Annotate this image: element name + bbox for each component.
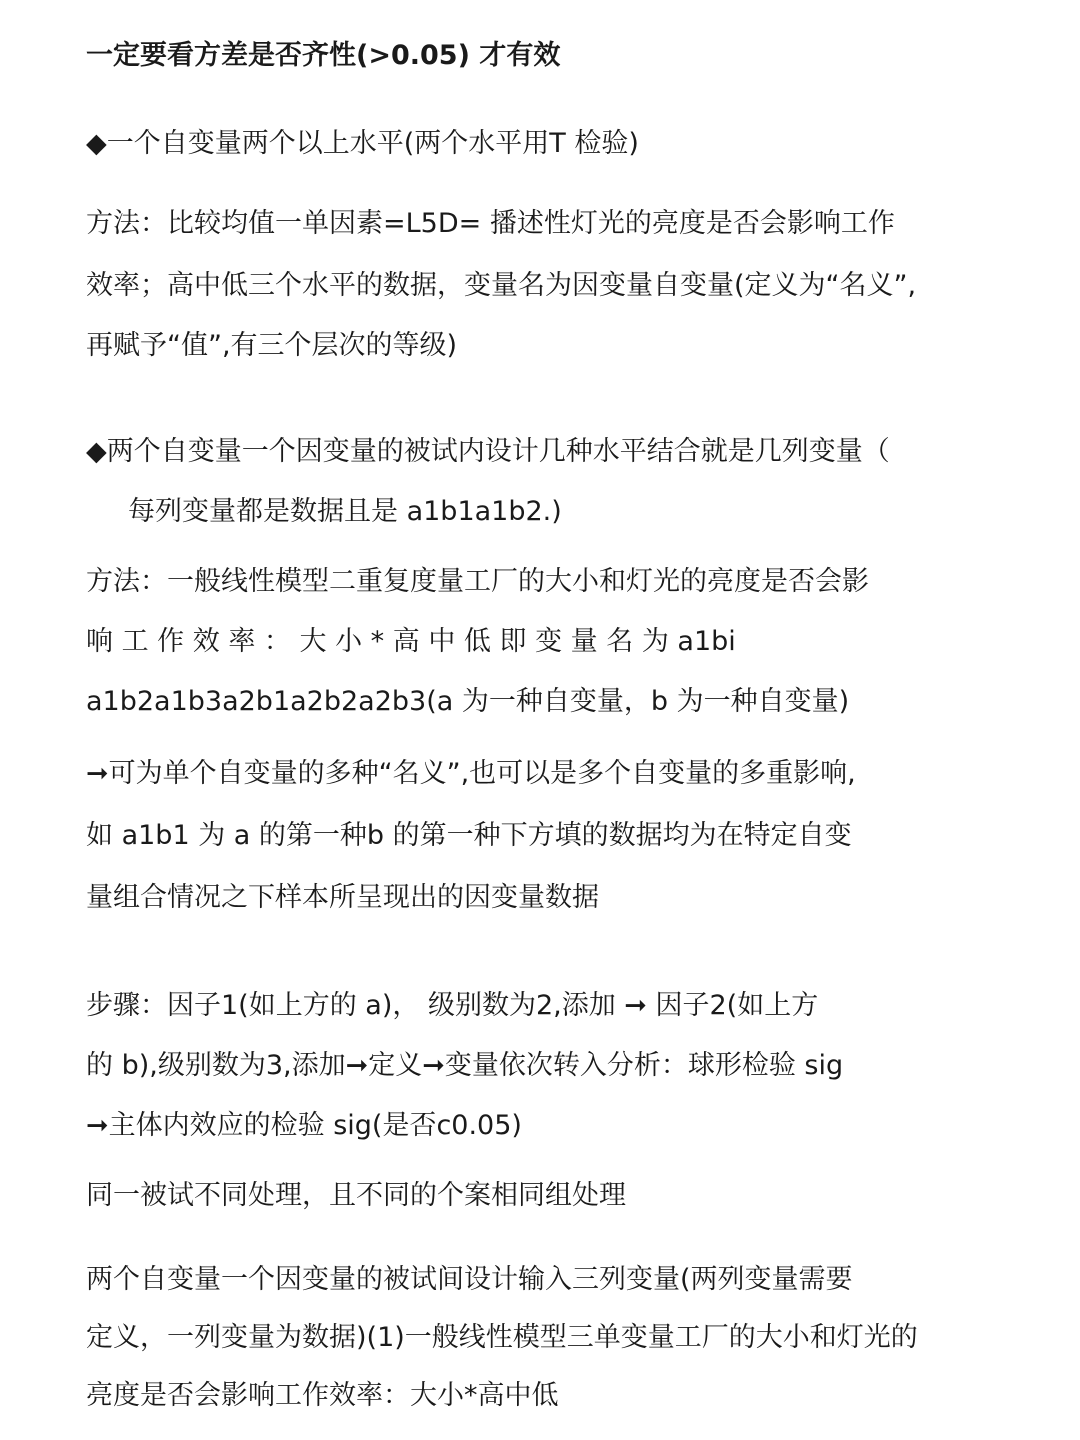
method-line-3: 再赋予“值”,有三个层次的等级) — [86, 330, 458, 361]
between-design-line-1: 两个自变量一个因变量的被试间设计输入三列变量(两列变量需要 — [86, 1264, 853, 1295]
note-line-1: ➞可为单个自变量的多种“名义”,也可以是多个自变量的多重影响, — [86, 758, 856, 789]
method-line-1: 方法：比较均值一单因素=L5D= 播述性灯光的亮度是否会影响工作 — [86, 208, 895, 239]
bullet-two-factor-continuation: 每列变量都是数据且是 a1b1a1b2.) — [128, 496, 562, 527]
method2-line-3: a1b2a1b3a2b1a2b2a2b3(a 为一种自变量，b 为一种自变量) — [86, 686, 850, 717]
method2-line-2: 响 工 作 效 率 ： 大 小 * 高 中 低 即 变 量 名 为 a1bi — [86, 626, 736, 657]
note-line-3: 量组合情况之下样本所呈现出的因变量数据 — [86, 882, 599, 913]
method2-line-1: 方法：一般线性模型二重复度量工厂的大小和灯光的亮度是否会影 — [86, 566, 869, 597]
bullet-two-factor-within: ◆两个自变量一个因变量的被试内设计几种水平结合就是几列变量（ — [86, 436, 890, 467]
bullet-one-factor: ◆一个自变量两个以上水平(两个水平用T 检验) — [86, 128, 639, 159]
steps-line-1: 步骤：因子1(如上方的 a)， 级别数为2,添加 ➞ 因子2(如上方 — [86, 990, 819, 1021]
steps-line-3: ➞主体内效应的检验 sig(是否c0.05) — [86, 1110, 522, 1141]
note-line-2: 如 a1b1 为 a 的第一种b 的第一种下方填的数据均为在特定自变 — [86, 820, 852, 851]
steps-line-2: 的 b),级别数为3,添加➞定义➞变量依次转入分析：球形检验 sig — [86, 1050, 844, 1081]
between-design-line-3: 亮度是否会影响工作效率：大小*高中低 — [86, 1380, 559, 1411]
method-line-2: 效率；高中低三个水平的数据，变量名为因变量自变量(定义为“名义”, — [86, 270, 917, 301]
between-design-line-2: 定义，一列变量为数据)(1)一般线性模型三单变量工厂的大小和灯光的 — [86, 1322, 918, 1353]
within-subject-note: 同一被试不同处理，且不同的个案相同组处理 — [86, 1180, 626, 1211]
title-line: 一定要看方差是否齐性(>0.05) 才有效 — [86, 40, 561, 71]
